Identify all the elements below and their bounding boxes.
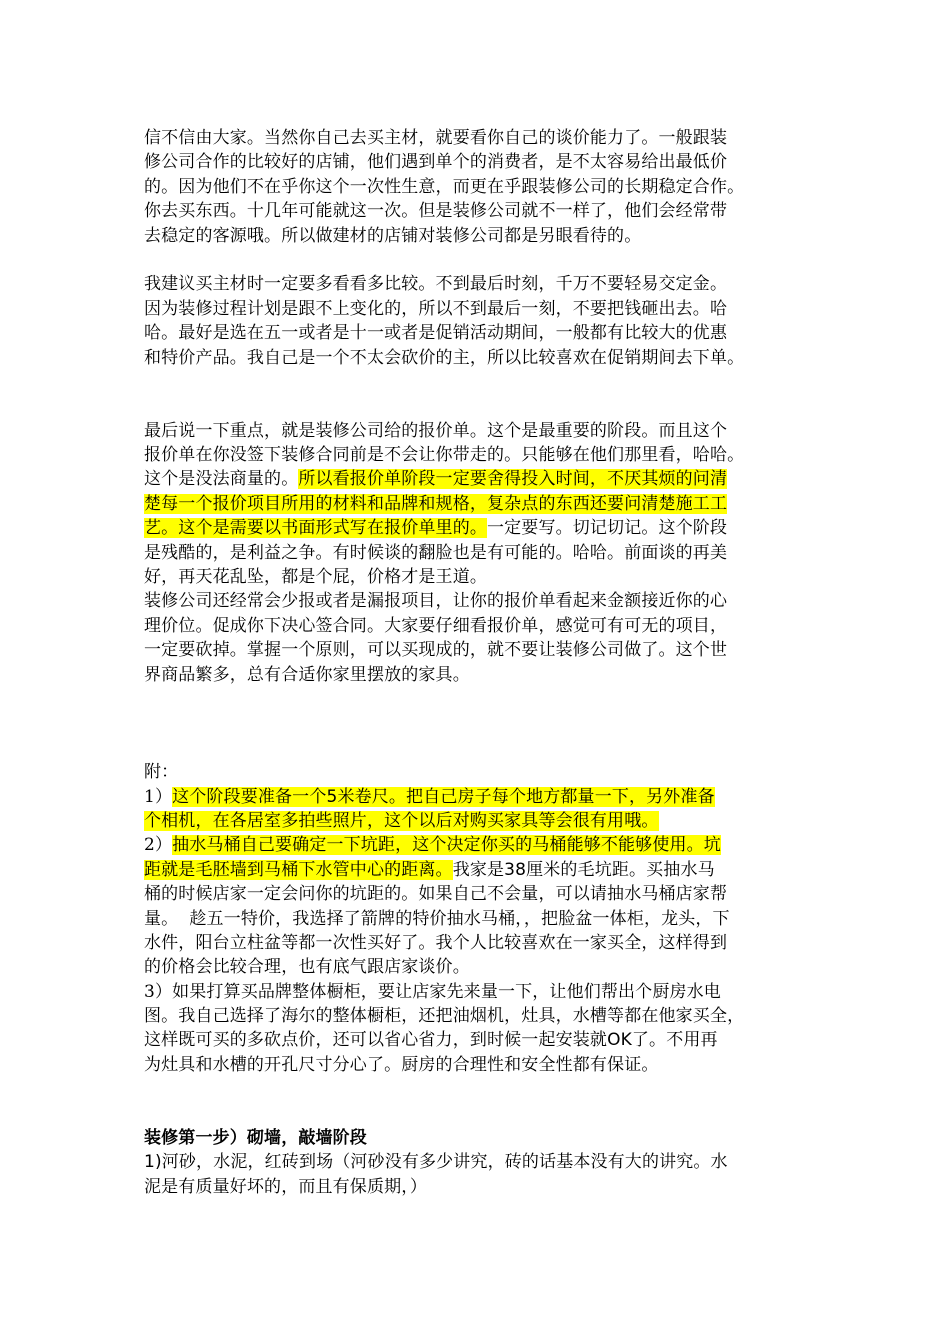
paragraph-gap bbox=[144, 394, 812, 418]
highlighted-text: 距就是毛胚墙到马桶下水管中心的距离。 bbox=[144, 859, 453, 880]
text-run: 这样既可买的多砍点价，还可以省心省力，到时候一起安装就 bbox=[144, 1030, 608, 1051]
text-run: 了。不用再 bbox=[631, 1030, 718, 1051]
text-line: 装修公司还经常会少报或者是漏报项目，让你的报价单看起来金额接近你的心 bbox=[144, 591, 728, 612]
item-number: 1） bbox=[144, 786, 173, 807]
text-line: 你去买东西。十几年可能就这一次。但是装修公司就不一样了，他们会经常带 bbox=[144, 201, 728, 222]
text-run: 如果打算买品牌整体橱柜，要让店家先来量一下，让他们帮出个厨房水电 bbox=[172, 981, 721, 1002]
text-line: 因为装修过程计划是跟不上变化的，所以不到最后一刻，不要把钱砸出去。哈 bbox=[144, 298, 728, 319]
text-line: 报价单在你没签下装修合同前是不会让你带走的。只能够在他们那里看，哈哈。 bbox=[144, 445, 745, 466]
paragraph-gap bbox=[144, 1102, 812, 1126]
highlighted-text: 所以看报价单阶段一定要舍得投入时间，不厌其烦的问清 bbox=[298, 469, 728, 490]
text-line bbox=[144, 492, 812, 516]
text-run: 一定要写。切记切记。这个阶段 bbox=[487, 518, 728, 539]
text-line: 哈。最好是选在五一或者是十一或者是促销活动期间，一般都有比较大的优惠 bbox=[144, 323, 728, 344]
text-run: 厘米的毛坑距。买抽水马 bbox=[526, 859, 715, 880]
text-line: 图。我自己选择了海尔的整体橱柜，还把油烟机，灶具，水槽等都在他家买全， bbox=[144, 1006, 745, 1027]
text-line: 泥是有质量好坏的，而且有保质期，） bbox=[144, 1176, 428, 1197]
item-number: 3） bbox=[144, 981, 173, 1002]
paragraph-gap bbox=[144, 1077, 812, 1101]
highlighted-text bbox=[172, 787, 715, 807]
paragraph-3 bbox=[144, 419, 812, 687]
list-item bbox=[144, 833, 812, 857]
paragraph-gap bbox=[144, 736, 812, 760]
highlighted-text: 艺。这个是需要以书面形式写在报价单里的。 bbox=[144, 518, 487, 539]
list-item bbox=[144, 980, 812, 1004]
text-line: 理价位。促成你下决心签合同。大家要仔细看报价单，感觉可有可无的项目， bbox=[144, 615, 728, 636]
highlighted-text: 楚每一个报价项目所用的材料和品牌和规格，复杂点的东西还要问清楚施工工 bbox=[144, 493, 728, 514]
appendix bbox=[144, 760, 812, 1077]
text-line bbox=[144, 467, 812, 491]
highlighted-text: 抽水马桶自己要确定一下坑距，这个决定你买的马桶能够不能够使用。坑 bbox=[172, 835, 721, 856]
text-line: 去稳定的客源哦。所以做建材的店铺对装修公司都是另眼看待的。 bbox=[144, 225, 642, 246]
text-line bbox=[144, 516, 812, 540]
paragraph-gap bbox=[144, 248, 812, 272]
text-line bbox=[144, 809, 812, 833]
item-number: 2） bbox=[144, 835, 173, 856]
paragraph-gap bbox=[144, 711, 812, 735]
text-line: 最后说一下重点，就是装修公司给的报价单。这个是最重要的阶段。而且这个 bbox=[144, 420, 728, 441]
text-line: 一定要砍掉。掌握一个原则，可以买现成的，就不要让装修公司做了。这个世 bbox=[144, 640, 728, 661]
text-line: 好，再天花乱坠，都是个屁，价格才是王道。 bbox=[144, 567, 487, 588]
text-line: 我建议买主材时一定要多看看多比较。不到最后时刻，千万不要轻易交定金。 bbox=[144, 274, 728, 295]
text-run: 我家是 bbox=[452, 859, 505, 880]
text-run: 米卷尺。把自己房子每个地方都量一下，另外准备 bbox=[337, 786, 715, 807]
paragraph-gap bbox=[144, 687, 812, 711]
text-line: 是残酷的，是利益之争。有时候谈的翻脸也是有可能的。哈哈。前面谈的再美 bbox=[144, 542, 728, 563]
text-line: 水件，阳台立柱盆等都一次性买好了。我个人比较喜欢在一家买全，这样得到 bbox=[144, 932, 728, 953]
text-line: 量。 趁五一特价，我选择了箭牌的特价抽水马桶，，把脸盆一体柜，龙头，下 bbox=[144, 908, 730, 929]
text-line: 修公司合作的比较好的店铺，他们遇到单个的消费者，是不太容易给出最低价 bbox=[144, 152, 728, 173]
section-heading: 装修第一步）砌墙，敲墙阶段 bbox=[144, 1128, 367, 1149]
number-run: 5 bbox=[326, 786, 338, 807]
text-line: 界商品繁多，总有合适你家里摆放的家具。 bbox=[144, 664, 470, 685]
text-run: 这个是没法商量的。 bbox=[144, 469, 299, 490]
text-line: 信不信由大家。当然你自己去买主材，就要看你自己的谈价能力了。一般跟装 bbox=[144, 128, 728, 148]
text-line: 的。因为他们不在乎你这个一次性生意，而更在乎跟装修公司的长期稳定合作。 bbox=[144, 176, 745, 197]
appendix-label: 附： bbox=[144, 762, 179, 783]
paragraph-2 bbox=[144, 272, 812, 370]
text-line: 为灶具和水槽的开孔尺寸分心了。厨房的合理性和安全性都有保证。 bbox=[144, 1054, 659, 1075]
text-run: 河砂，水泥，红砖到场（河砂没有多少讲究，砖的话基本没有大的讲究。水 bbox=[161, 1152, 728, 1173]
section-first-step bbox=[144, 1126, 812, 1199]
document-body bbox=[144, 126, 812, 1199]
number-run: 38 bbox=[504, 859, 527, 880]
text-line: 的价格会比较合理，也有底气跟店家谈价。 bbox=[144, 957, 470, 978]
text-line bbox=[144, 858, 812, 882]
text-line: 和特价产品。我自己是一个不太会砍价的主，所以比较喜欢在促销期间去下单。 bbox=[144, 347, 745, 368]
text-run: 这个阶段要准备一个 bbox=[172, 786, 327, 807]
paragraph-1 bbox=[144, 126, 812, 248]
text-line: 桶的时候店家一定会问你的坑距的。如果自己不会量，可以请抽水马桶店家帮 bbox=[144, 884, 728, 905]
item-number: 1) bbox=[144, 1152, 162, 1173]
list-item bbox=[144, 785, 812, 809]
text-line bbox=[144, 1028, 812, 1052]
list-item bbox=[144, 1150, 812, 1174]
highlighted-text: 个相机，在各居室多拍些照片，这个以后对购买家具等会很有用哦。 bbox=[144, 810, 659, 831]
latin-run: OK bbox=[607, 1030, 632, 1051]
paragraph-gap bbox=[144, 370, 812, 394]
